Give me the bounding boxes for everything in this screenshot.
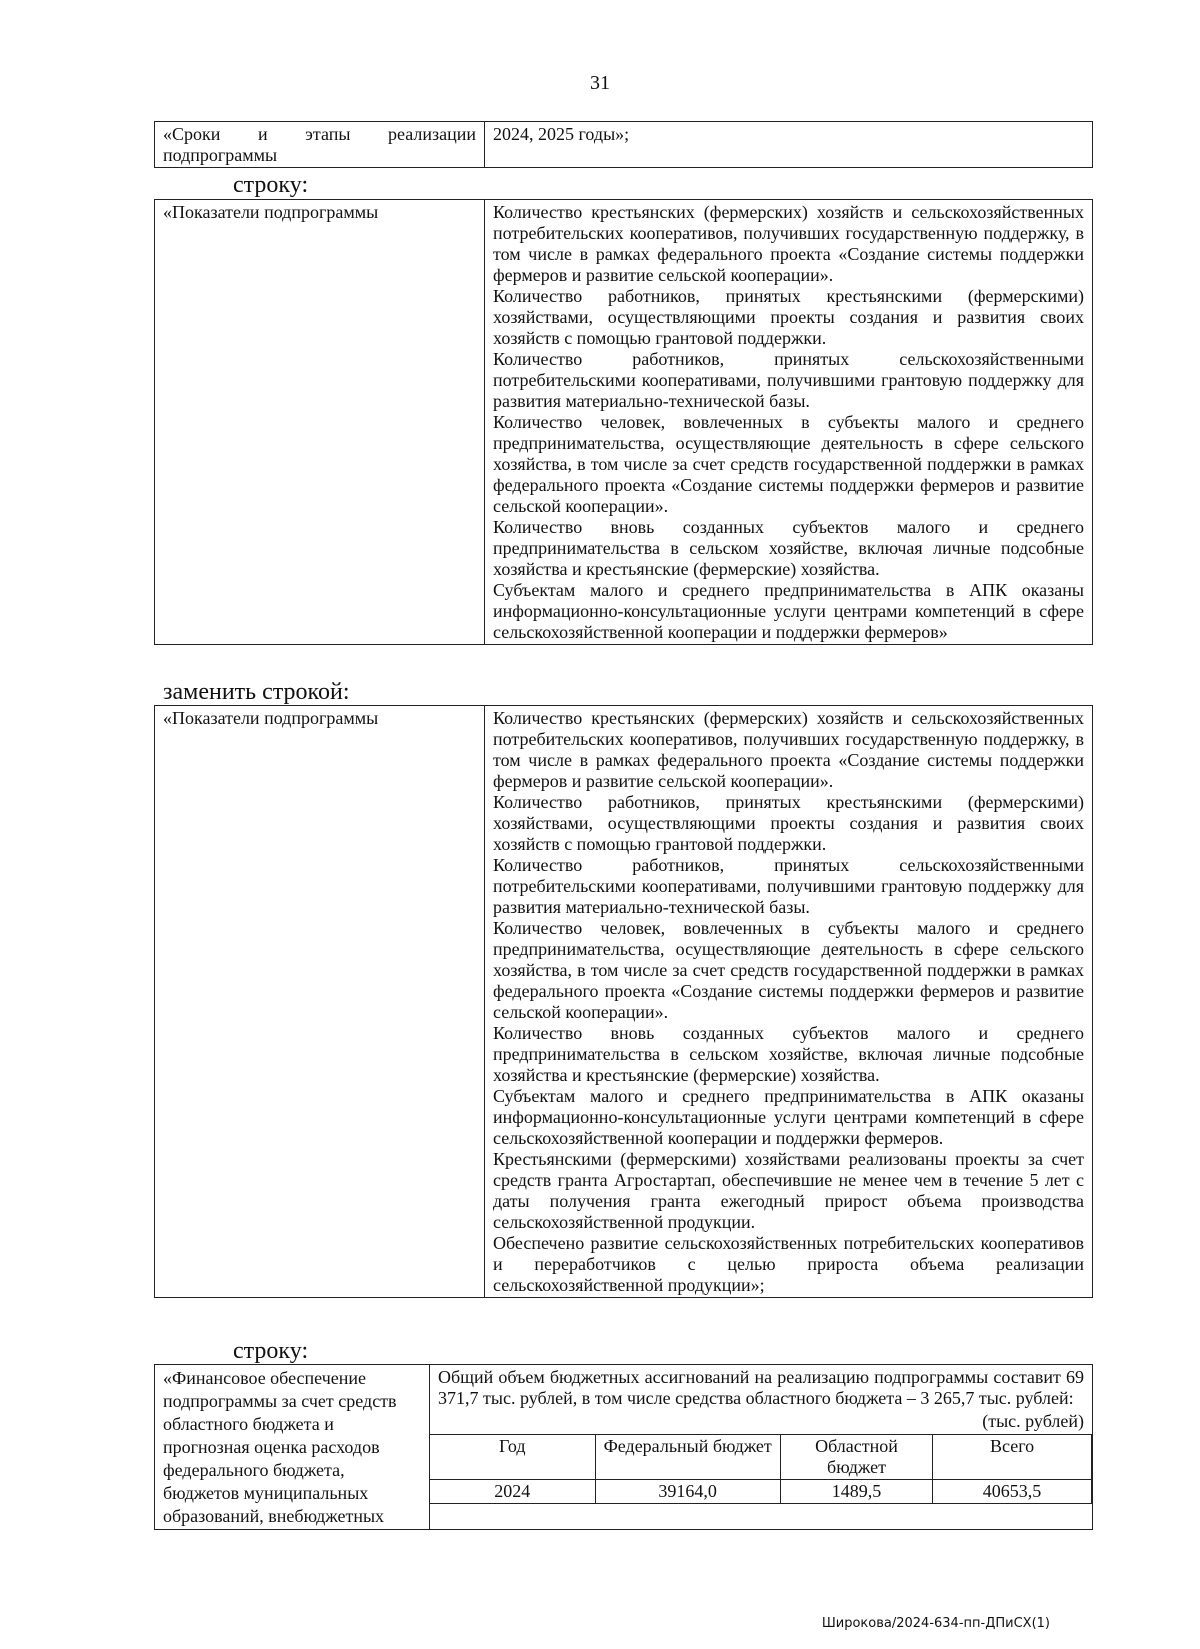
finance-content <box>430 1365 1093 1530</box>
cell-regional: 1489,5 <box>780 1480 932 1504</box>
label-replace: заменить строкой: <box>163 679 350 705</box>
document-footer-code: Широкова/2024-634-пп-ДПиСХ(1) <box>821 1616 1050 1631</box>
indicator-paragraph: Количество работников, принятых сельскохозяйственными потребительскими кооперативами, получившими грантовую поддержку для развития материально-технической базы. <box>493 349 1084 411</box>
finance-breakdown-table <box>429 1434 1092 1504</box>
indicator-paragraph: Крестьянскими (фермерскими) хозяйствами реализованы проекты за счет средств гранта Агростартап, обеспечившие не менее чем в течение 5 лет с даты получения гранта ежегодный прирост объема производства сельскохозяйственной продукции. <box>493 1149 1084 1232</box>
label-row-old: строку: <box>233 172 309 198</box>
header-total: Всего <box>933 1435 1092 1480</box>
page-number: 31 <box>590 72 610 94</box>
indicator-paragraph: Субъектам малого и среднего предпринимательства в АПК оказаны информационно-консультационные услуги центрами компетенций в сфере сельскохозяйственной кооперации и поддержки фермеров. <box>493 1086 1084 1148</box>
cell-year: 2024 <box>430 1480 596 1504</box>
terms-value: 2024, 2025 годы»; <box>485 122 1093 168</box>
terms-table <box>154 121 1093 168</box>
indicators-label-old: «Показатели подпрограммы <box>155 200 485 645</box>
table-row <box>155 200 1093 645</box>
table-row <box>155 706 1093 1298</box>
indicator-paragraph: Количество человек, вовлеченных в субъекты малого и среднего предпринимательства, осуществляющие деятельность в сфере сельского хозяйства, в том числе за счет средств государственной поддержки в рамках федерального проекта «Создание системы поддержки фермеров и развитие сельской кооперации». <box>493 918 1084 1022</box>
table-row <box>430 1480 1092 1504</box>
header-regional: Областной бюджет <box>780 1435 932 1480</box>
indicator-paragraph: Количество работников, принятых крестьянскими (фермерскими) хозяйствами, осуществляющими проекты создания и развития своих хозяйств с помощью грантовой поддержки. <box>493 792 1084 854</box>
indicator-paragraph: Количество работников, принятых сельскохозяйственными потребительскими кооперативами, получившими грантовую поддержку для развития материально-технической базы. <box>493 855 1084 917</box>
indicator-paragraph: Количество вновь созданных субъектов малого и среднего предпринимательства в сельском хозяйстве, включая личные подсобные хозяйства и крестьянские (фермерские) хозяйства. <box>493 1023 1084 1085</box>
finance-label: «Финансовое обеспечение подпрограммы за счет средств областного бюджета и прогнозная оценка расходов федерального бюджета, бюджетов муниципальных образований, внебюджетных <box>155 1365 430 1530</box>
table-header-row <box>430 1435 1092 1480</box>
header-year: Год <box>430 1435 596 1480</box>
indicator-paragraph: Количество работников, принятых крестьянскими (фермерскими) хозяйствами, осуществляющими проекты создания и развития своих хозяйств с помощью грантовой поддержки. <box>493 286 1084 348</box>
header-federal: Федеральный бюджет <box>595 1435 780 1480</box>
finance-table <box>154 1364 1093 1530</box>
table-row <box>155 122 1093 168</box>
cell-federal: 39164,0 <box>595 1480 780 1504</box>
indicator-paragraph: Количество крестьянских (фермерских) хозяйств и сельскохозяйственных потребительских кооперативов, получивших государственную поддержку, в том числе в рамках федерального проекта «Создание системы поддержки фермеров и развитие сельской кооперации». <box>493 202 1084 285</box>
indicators-table-old <box>154 199 1093 645</box>
indicators-text-new <box>485 706 1093 1298</box>
indicator-paragraph: Субъектам малого и среднего предпринимательства в АПК оказаны информационно-консультационные услуги центрами компетенций в сфере сельскохозяйственной кооперации и поддержки фермеров» <box>493 580 1084 642</box>
indicator-paragraph: Обеспечено развитие сельскохозяйственных потребительских кооперативов и переработчиков с целью прироста объема реализации сельскохозяйственной продукции»; <box>493 1233 1084 1295</box>
table-row <box>155 1365 1093 1530</box>
finance-intro: Общий объем бюджетных ассигнований на реализацию подпрограммы составит 69 371,7 тыс. рублей, в том числе средства областного бюджета – 3 265,7 тыс. рублей: <box>438 1367 1084 1408</box>
terms-label: «Сроки и этапы реализации подпрограммы <box>155 122 485 168</box>
cell-total: 40653,5 <box>933 1480 1092 1504</box>
indicator-paragraph: Количество вновь созданных субъектов малого и среднего предпринимательства в сельском хозяйстве, включая личные подсобные хозяйства и крестьянские (фермерские) хозяйства. <box>493 517 1084 579</box>
indicators-text-old <box>485 200 1093 645</box>
indicator-paragraph: Количество человек, вовлеченных в субъекты малого и среднего предпринимательства, осуществляющие деятельность в сфере сельского хозяйства, в том числе за счет средств государственной поддержки в рамках федерального проекта «Создание системы поддержки фермеров и развитие сельской кооперации». <box>493 412 1084 516</box>
indicators-label-new: «Показатели подпрограммы <box>155 706 485 1298</box>
label-row-finance: строку: <box>233 1338 309 1364</box>
indicator-paragraph: Количество крестьянских (фермерских) хозяйств и сельскохозяйственных потребительских кооперативов, получивших государственную поддержку, в том числе в рамках федерального проекта «Создание системы поддержки фермеров и развитие сельской кооперации». <box>493 708 1084 791</box>
indicators-table-new <box>154 705 1093 1298</box>
finance-unit: (тыс. рублей) <box>982 1411 1084 1431</box>
